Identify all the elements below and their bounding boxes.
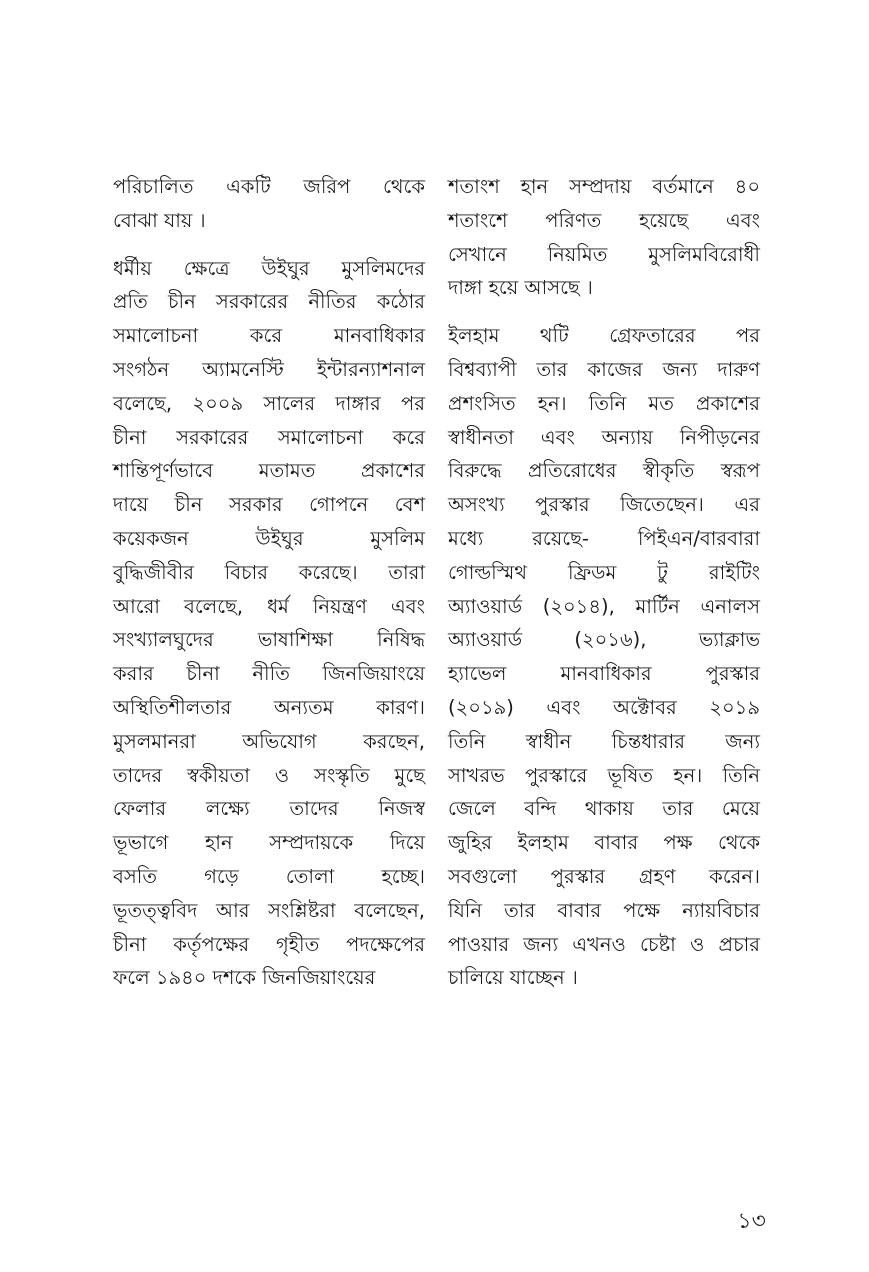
text-line: হ্যাভেল মানবাধিকার পুরস্কার: [448, 662, 760, 686]
text-line: শতাংশে পরিণত হয়েছে এবং: [448, 208, 760, 232]
text-line: শান্তিপূর্ণভাবে মতামত প্রকাশের: [113, 459, 425, 483]
text-line: অ্যাওয়ার্ড (২০১৪), মার্টিন এনালস: [448, 594, 760, 618]
text-line: শতাংশ হান সম্প্রদায় বর্তমানে ৪০: [448, 175, 760, 198]
left-column: [113, 170, 425, 1009]
text-line: তিনি স্বাধীন চিন্তধারার জন্য: [448, 729, 760, 753]
text-line: সাখরভ পুরস্কারে ভূষিত হন। তিনি: [448, 763, 760, 787]
text-line: ফলে ১৯৪০ দশকে জিনজিয়াংয়ের: [113, 966, 376, 990]
text-line: সবগুলো পুরস্কার গ্রহণ করেন।: [448, 864, 760, 888]
text-line: অস্থিতিশীলতার অন্যতম কারণ।: [113, 695, 425, 719]
text-line: (২০১৯) এবং অক্টোবর ২০১৯: [448, 695, 760, 719]
text-line: আরো বলেছে, ধর্ম নিয়ন্ত্রণ এবং: [113, 594, 425, 618]
text-line: মুসলমানরা অভিযোগ করছেন,: [113, 729, 425, 753]
text-line: চীনা সরকারের সমালোচনা করে: [113, 425, 425, 449]
text-line: প্রশংসিত হন। তিনি মত প্রকাশের: [448, 391, 760, 415]
text-line: সংখ্যালঘুদের ভাষাশিক্ষা নিষিদ্ধ: [113, 628, 425, 652]
text-line: করার চীনা নীতি জিনজিয়াংয়ে: [113, 662, 425, 686]
text-line: অ্যাওয়ার্ড (২০১৬), ভ্যাক্লাভ: [448, 628, 760, 652]
text-line: সংগঠন অ্যামনেস্টি ইন্টারন্যাশনাল: [113, 357, 425, 381]
text-line: বুদ্ধিজীবীর বিচার করেছে। তারা: [113, 560, 425, 584]
text-line: দাঙ্গা হয়ে আসছে ।: [448, 276, 593, 300]
text-line: ফেলার লক্ষ্যে তাদের নিজস্ব: [113, 797, 425, 821]
left-paragraph-2: [113, 252, 425, 996]
text-line: জুহির ইলহাম বাবার পক্ষ থেকে: [448, 831, 760, 855]
text-line: প্রতি চীন সরকারের নীতির কঠোর: [113, 290, 425, 314]
text-line: সেখানে নিয়মিত মুসলিমবিরোধী: [448, 242, 760, 266]
text-line: বোঝা যায় ।: [113, 208, 206, 232]
text-line: কয়েকজন উইঘুর মুসলিম: [113, 526, 425, 550]
left-paragraph-1: [113, 170, 425, 238]
text-line: যিনি তার বাবার পক্ষে ন্যায়বিচার: [448, 898, 760, 922]
text-line: চালিয়ে যাচ্ছেন ।: [448, 966, 578, 990]
page-number: ১৩: [737, 1209, 766, 1234]
text-line: ভূভাগে হান সম্প্রদায়কে দিয়ে: [113, 831, 425, 855]
right-paragraph-2: [448, 319, 760, 995]
text-line: পরিচালিত একটি জরিপ থেকে: [113, 175, 425, 198]
text-line: চীনা কর্তৃপক্ষের গৃহীত পদক্ষেপের: [113, 932, 425, 956]
right-paragraph-1: [448, 170, 760, 305]
text-line: বলেছে, ২০০৯ সালের দাঙ্গার পর: [113, 391, 425, 415]
text-line: অসংখ্য পুরস্কার জিতেছেন। এর: [448, 493, 760, 517]
text-line: জেলে বন্দি থাকায় তার মেয়ে: [448, 797, 760, 821]
text-line: তাদের স্বকীয়তা ও সংস্কৃতি মুছে: [113, 763, 425, 787]
text-line: দায়ে চীন সরকার গোপনে বেশ: [113, 493, 425, 517]
text-line: ধর্মীয় ক্ষেত্রে উইঘুর মুসলিমদের: [113, 256, 425, 280]
text-line: মধ্যে রয়েছে- পিইএন/বারবারা: [448, 526, 760, 550]
text-line: ইলহাম থটি গ্রেফতারের পর: [448, 324, 760, 348]
text-line: গোল্ডস্মিথ ফ্রিডম টু রাইটিং: [448, 560, 760, 584]
text-line: পাওয়ার জন্য এখনও চেষ্টা ও প্রচার: [448, 932, 760, 956]
text-line: বসতি গড়ে তোলা হচ্ছে।: [113, 864, 425, 888]
text-line: সমালোচনা করে মানবাধিকার: [113, 324, 425, 348]
text-line: স্বাধীনতা এবং অন্যায় নিপীড়নের: [448, 425, 760, 449]
text-line: ভূতত্ত্ববিদ আর সংশ্লিষ্টরা বলেছেন,: [113, 898, 425, 922]
text-line: বিরুদ্ধে প্রতিরোধের স্বীকৃতি স্বরূপ: [448, 459, 760, 483]
right-column: [448, 170, 760, 1009]
text-line: বিশ্বব্যাপী তার কাজের জন্য দারুণ: [448, 357, 760, 381]
